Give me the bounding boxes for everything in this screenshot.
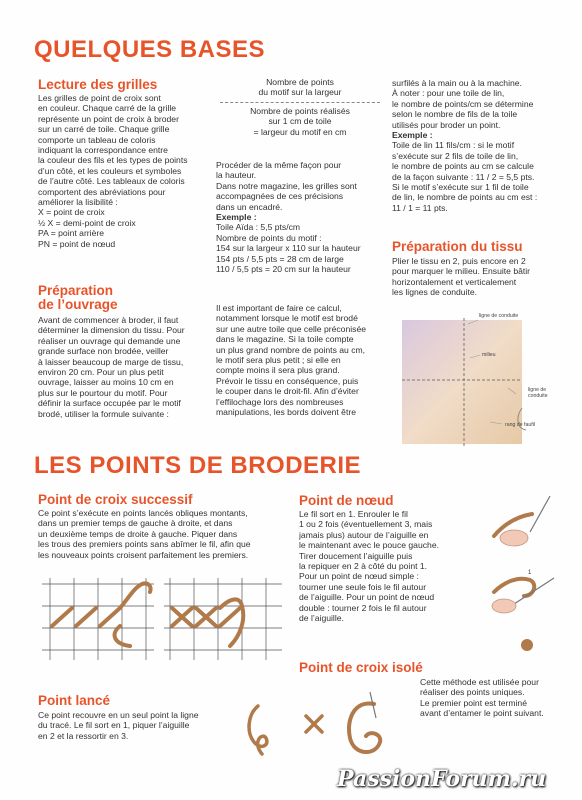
col3-text: surfilés à la main ou à la machine. À noter : pour une toile de lin, le nombre de points/cm se détermine selon le nombre de fils de la toile utilisés pour broder un point. Exemple : Toile de lin 11 fils/cm : si le motif s’exécute sur 2 fils de toile de lin, le nombre de points au cm se calcule de la façon suivante : 11 / 2 = 5,5 pts. Si le motif s’exécute sur 1 fil de toile de lin, le nombre de points au cm est : 11 / 1 = 11 pts. xyxy=(392,78,567,213)
noeud-thread-bottom xyxy=(494,579,534,596)
ouvrage-text: Avant de commencer à broder, il faut déterminer la dimension du tissu. Pour réaliser un ouvrage qui demande une grande surface non brodée, veiller à laisser beaucoup de marge de tissu, environ 20 cm. Pour un plus petit ouvrage, laisser au moins 10 cm en plus sur le pourtour du motif. Pour définir la surface occupée par le motif brodé, utiliser la formule suivante : xyxy=(38,315,185,419)
fig-label-ligne: ligne de conduite xyxy=(479,313,519,319)
stitches-right xyxy=(172,599,243,646)
lance-text: Ce point recouvre en un seul point la ligne du tracé. Le fil sort en 1, piquer l’aiguille en 2 et la ressortir en 3. xyxy=(38,710,199,741)
formula: Nombre de points du motif sur la largeur Nombre de points réalisés sur 1 cm de toile = largeur du motif en cm xyxy=(220,77,380,137)
croix-grid-illustration xyxy=(34,576,284,668)
heading-croix-successif: Point de croix successif xyxy=(38,492,193,507)
croix-text: Ce point s’exécute en points lancés obliques montants, dans un premier temps de gauche à droite, et dans un deuxième temps de droite à gauche. Piquer dans les trous des premiers points sans abîmer le fil, afin que les nouveaux points croisent parfaitement les premiers. xyxy=(38,508,251,560)
noeud-illustration-bottom xyxy=(488,562,560,618)
formula-divider xyxy=(220,102,380,103)
thumb-bottom xyxy=(492,599,516,613)
isole-thread xyxy=(349,703,380,752)
col2-text-b: Il est important de faire ce calcul, notamment lorsque le motif est brodé sur une autre toile que celle préconisée dans le magazine. Si la toile compte un plus grand nombre de points au cm, le motif sera plus petit ; si elle en compte moins il sera plus grand. Prévoir le tissu en conséquence, puis le couper dans le droit-fil. Afin d’éviter l’effilochage lors des nombreuses manipulations, les bords doivent être xyxy=(216,303,367,418)
col2-text: Procéder de la même façon pour la hauteur. Dans notre magazine, les grilles sont accompagnées de ces précisions dans un encadré. Exemple : Toile Aïda : 5,5 pts/cm Nombre de points du motif : 154 sur la largeur x 110 sur la hauteur 154 pts / 5,5 pts = 28 cm de large 110 / 5,5 pts = 20 cm sur la hauteur xyxy=(216,160,386,274)
fig-label-rang: rang de faufil xyxy=(505,422,535,428)
heading-croix-isole: Point de croix isolé xyxy=(299,660,423,675)
noeud-text: Le fil sort en 1. Enrouler le fil 1 ou 2 fois (éventuellement 3, mais jamais plus) autour de l’aiguille en le maintenant avec le pouce gauche. Tirer doucement l’aiguille puis la repiquer en 2 à côté du point 1. Pour un point de nœud simple : tourner une seule fois le fil autour de l’aiguille. Pour un point de nœud double : tourner 2 fois le fil autour de l’aiguille. xyxy=(299,509,439,624)
noeud-illustration-top xyxy=(486,492,556,552)
lecture-text: Les grilles de point de croix sont en couleur. Chaque carré de la grille représente un point de croix à broder sur un carré de toile. Chaque grille comporte un tableau de coloris indiquant la correspondance entre la couleur des fils et les types de points d’un côté, et les couleurs et symboles de l’autre côté. Les tableaux de coloris comportent des abréviations pour améliorer la lisibilité : X = point de croix ½ X = demi-point de croix PA = point arrière PN = point de nœud xyxy=(38,93,188,249)
tissu-text: Plier le tissu en 2, puis encore en 2 pour marquer le milieu. Ensuite bâtir horizontalement et verticalement les lignes de conduite. xyxy=(392,256,531,298)
stitches-left xyxy=(52,583,151,646)
french-knot-result xyxy=(521,639,533,651)
fabric-swatch xyxy=(402,320,522,444)
watermark: PassionForum.ru xyxy=(337,766,547,792)
croix-grids xyxy=(34,576,284,668)
fig-label-milieu: milieu xyxy=(482,352,496,358)
heading-point-lance: Point lancé xyxy=(38,693,111,708)
section-title-bases: QUELQUES BASES xyxy=(34,36,266,63)
lance-thread-illustration xyxy=(240,702,276,760)
isolated-cross xyxy=(306,716,322,732)
example-label-2: Exemple : xyxy=(392,130,433,141)
heading-preparation-ouvrage: Préparation de l’ouvrage xyxy=(38,283,118,312)
isole-text: Cette méthode est utilisée pour réaliser des points uniques. Le premier point est terminé avant d’entamer le point suivant. xyxy=(420,677,544,719)
heading-preparation-tissu: Préparation du tissu xyxy=(392,239,523,254)
fig-label-ligne2: ligne de conduite xyxy=(528,387,548,399)
example-label: Exemple : xyxy=(216,212,257,223)
section-title-points: LES POINTS DE BRODERIE xyxy=(34,452,362,479)
isole-illustration xyxy=(296,690,406,770)
svg-text:1: 1 xyxy=(528,570,532,576)
lance-thread xyxy=(249,706,267,754)
heading-point-noeud: Point de nœud xyxy=(299,493,394,508)
thumb-top xyxy=(500,530,528,546)
heading-lecture-grilles: Lecture des grilles xyxy=(38,77,158,92)
